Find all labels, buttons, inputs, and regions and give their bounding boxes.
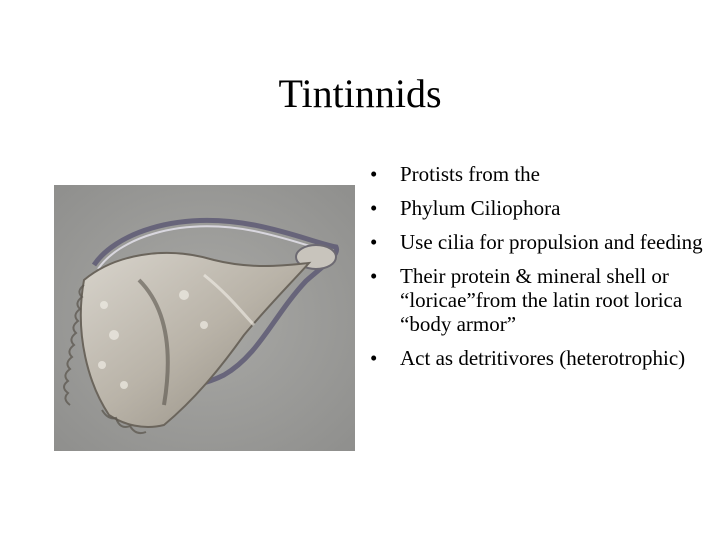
- tintinnid-micrograph-icon: [54, 185, 355, 451]
- bullet-item: [368, 230, 708, 254]
- bullet-text: Act as detritivores (heterotrophic): [400, 346, 686, 370]
- bullet-text: Phylum Ciliophora: [400, 196, 561, 220]
- bullet-marker: •: [370, 196, 378, 220]
- bullet-text: Their protein & mineral shell or “loricae”from the latin root lorica “body armor”: [400, 264, 683, 336]
- tintinnid-micrograph-image: [54, 185, 355, 451]
- bullet-list: [368, 162, 708, 380]
- bullet-marker: •: [370, 264, 378, 288]
- bullet-text: Use cilia for propulsion and feeding: [400, 230, 703, 254]
- bullet-text: Protists from the: [400, 162, 540, 186]
- slide-title: Tintinnids: [278, 71, 442, 116]
- bullet-item: [368, 162, 708, 186]
- bullet-marker: •: [370, 346, 378, 370]
- bullet-item: [368, 346, 708, 370]
- bullet-item: [368, 264, 708, 336]
- bullet-marker: •: [370, 230, 378, 254]
- bullet-item: [368, 196, 708, 220]
- bullet-marker: •: [370, 162, 378, 186]
